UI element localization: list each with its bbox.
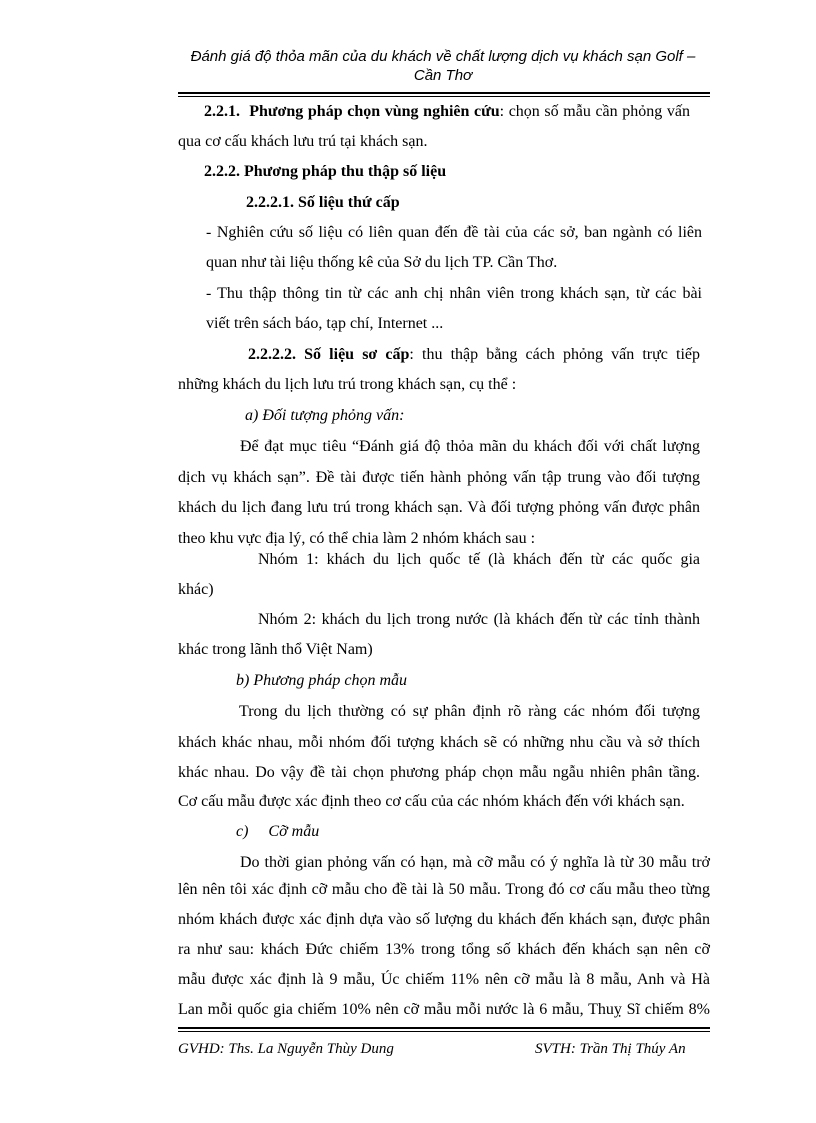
para-c-line-2: lên nên tôi xác định cỡ mẫu cho đề tài là 50 mẫu. Trong đó cơ cấu mẫu theo từng [178, 881, 710, 898]
section-2-2-2-2-title: 2.2.2.2. Số liệu sơ cấp [248, 346, 410, 363]
para-b-line-3: khác nhau. Do vậy đề tài chọn phương pháp chọn mẫu ngẫu nhiên phân tầng. [178, 764, 700, 781]
para-c-line-4: ra như sau: khách Đức chiếm 13% trong tổng số khách đến khách sạn nên cỡ [178, 941, 710, 958]
para-c-line-3: nhóm khách được xác định dựa vào số lượng du khách đến khách sạn, được phân [178, 911, 710, 928]
secondary-data-item-1-line-2: quan như tài liệu thống kê của Sở du lịch TP. Cần Thơ. [206, 254, 558, 271]
header-line-2: Cần Thơ [413, 67, 473, 84]
header-rule-thin [178, 96, 710, 97]
group-1-line-1: Nhóm 1: khách du lịch quốc tế (là khách đến từ các quốc gia [258, 551, 700, 568]
footer-instructor: GVHD: Ths. La Nguyễn Thùy Dung [178, 1041, 394, 1057]
para-a-line-3: khách du lịch đang lưu trú trong khách sạn. Và đối tượng phỏng vấn được phân [178, 499, 700, 516]
section-2-2-2-2-line-1: 2.2.2.2. Số liệu sơ cấp: thu thập bằng cách phỏng vấn trực tiếp [248, 346, 700, 363]
section-2-2-1-line-1: 2.2.1. Phương pháp chọn vùng nghiên cứu: chọn số mẫu cần phỏng vấn [204, 103, 691, 120]
footer-rule [178, 1027, 710, 1029]
section-2-2-1-line-2: qua cơ cấu khách lưu trú tại khách sạn. [178, 133, 428, 150]
header-rule [178, 92, 710, 94]
group-2-line-2: khác trong lãnh thổ Việt Nam) [178, 641, 373, 658]
para-a-line-4: theo khu vực địa lý, có thể chia làm 2 nhóm khách sau : [178, 530, 536, 547]
group-2-line-1: Nhóm 2: khách du lịch trong nước (là khách đến từ các tỉnh thành [258, 611, 700, 628]
header-line-1: Đánh giá độ thỏa mãn của du khách về chất lượng dịch vụ khách sạn Golf – [190, 48, 696, 65]
footer-student: SVTH: Trần Thị Thúy An [535, 1041, 686, 1057]
section-2-2-2-1-title: 2.2.2.1. Số liệu thứ cấp [246, 194, 400, 211]
section-2-2-2-title: 2.2.2. Phương pháp thu thập số liệu [204, 163, 447, 180]
para-b-line-1: Trong du lịch thường có sự phân định rõ ràng các nhóm đối tượng [239, 703, 700, 720]
para-c-line-1: Do thời gian phỏng vấn có hạn, mà cỡ mẫu có ý nghĩa là từ 30 mẫu trở [240, 854, 710, 871]
para-a-line-2: dịch vụ khách sạn”. Đề tài được tiến hành phỏng vấn tập trung vào đối tượng [178, 469, 700, 486]
para-c-line-5: mẫu được xác định là 9 mẫu, Úc chiếm 11% nên cỡ mẫu là 8 mẫu, Anh và Hà [178, 971, 710, 988]
section-2-2-1-title: Phương pháp chọn vùng nghiên cứu [249, 103, 500, 120]
subheading-a: a) Đối tượng phỏng vấn: [245, 407, 405, 424]
secondary-data-item-1-line-1: - Nghiên cứu số liệu có liên quan đến đề tài của các sở, ban ngành có liên [206, 224, 702, 241]
footer-rule-thin [178, 1031, 710, 1032]
secondary-data-item-2-line-2: viết trên sách báo, tạp chí, Internet ... [206, 315, 444, 332]
running-header [176, 47, 710, 85]
section-2-2-2-2-line-2: những khách du lịch lưu trú trong khách sạn, cụ thể : [178, 376, 517, 393]
para-c-line-6: Lan mỗi quốc gia chiếm 10% nên cỡ mẫu mỗi nước là 6 mẫu, Thuỵ Sĩ chiếm 8% [178, 1001, 710, 1018]
para-a-line-1: Để đạt mục tiêu “Đánh giá độ thỏa mãn du khách đối với chất lượng [240, 438, 700, 455]
subheading-b: b) Phương pháp chọn mẫu [236, 672, 408, 689]
subheading-c: c) Cỡ mẫu [236, 823, 320, 840]
para-b-line-2: khách khác nhau, mỗi nhóm đối tượng khách sẽ có những nhu cầu và sở thích [178, 734, 700, 751]
group-1-line-2: khác) [178, 581, 214, 598]
secondary-data-item-2-line-1: - Thu thập thông tin từ các anh chị nhân viên trong khách sạn, từ các bài [206, 285, 702, 302]
para-b-line-4: Cơ cấu mẫu được xác định theo cơ cấu của các nhóm khách đến với khách sạn. [178, 793, 685, 810]
